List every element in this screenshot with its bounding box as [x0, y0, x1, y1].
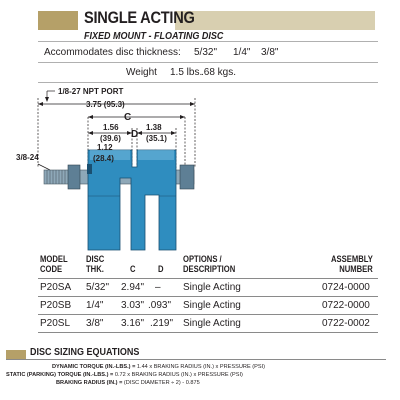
- weight-value: .68 kgs.: [201, 67, 237, 78]
- dim-112-mm: (28.4): [93, 154, 114, 163]
- weight-label: Weight: [126, 67, 157, 78]
- dim-138: 1.38: [146, 123, 162, 132]
- caliper-body: [87, 150, 176, 250]
- weight-value: 1.5 lbs.: [170, 67, 203, 78]
- c-dimension-label: C: [124, 112, 132, 123]
- disc-thickness-value: 3/8": [261, 47, 279, 58]
- dim-112: 1.12: [97, 143, 113, 152]
- equations-accent-bar: [6, 350, 26, 359]
- d-dimension-label: D: [131, 129, 139, 140]
- overall-dimension: 3.75 (95.3): [86, 100, 125, 109]
- disc-thickness-value: 5/32": [194, 47, 218, 58]
- equation-braking-radius: BRAKING RADIUS (IN.) = (DISC DIAMETER ÷ 2) - 0.875: [56, 380, 200, 386]
- npt-port-label: 1/8-27 NPT PORT: [58, 87, 124, 96]
- disc-thickness-value: 1/4": [233, 47, 251, 58]
- table-divider: [38, 296, 378, 297]
- thread-spec: 3/8-24: [16, 153, 39, 162]
- header-disc: DISC THK.: [86, 254, 105, 274]
- disc-thickness-label: Accommodates disc thickness:: [44, 47, 181, 58]
- dim-138-mm: (35.1): [146, 134, 167, 143]
- header-options: OPTIONS / DESCRIPTION: [183, 254, 236, 274]
- header-d: D: [158, 264, 164, 274]
- page-subtitle: FIXED MOUNT - FLOATING DISC: [84, 31, 224, 42]
- table-divider: [38, 314, 378, 315]
- equation-dynamic-torque: DYNAMIC TORQUE (IN.-LBS.) = 1.44 x BRAKING RADIUS (IN.) x PRESSURE (PSI): [52, 364, 265, 370]
- equation-static-torque: STATIC (PARKING) TORQUE (IN.-LBS.) = 0.72 x BRAKING RADIUS (IN.) x PRESSURE (PSI): [6, 372, 243, 378]
- header-c: C: [130, 264, 136, 274]
- header-assembly: ASSEMBLY NUMBER: [331, 254, 373, 274]
- equations-title: DISC SIZING EQUATIONS: [30, 347, 140, 358]
- header-model: MODEL CODE: [40, 254, 68, 274]
- dim-156: 1.56: [103, 123, 119, 132]
- table-divider: [38, 278, 378, 279]
- dim-156-mm: (39.6): [100, 134, 121, 143]
- table-divider: [38, 332, 378, 333]
- page-title: SINGLE ACTING: [84, 8, 195, 27]
- equations-divider: [6, 359, 386, 360]
